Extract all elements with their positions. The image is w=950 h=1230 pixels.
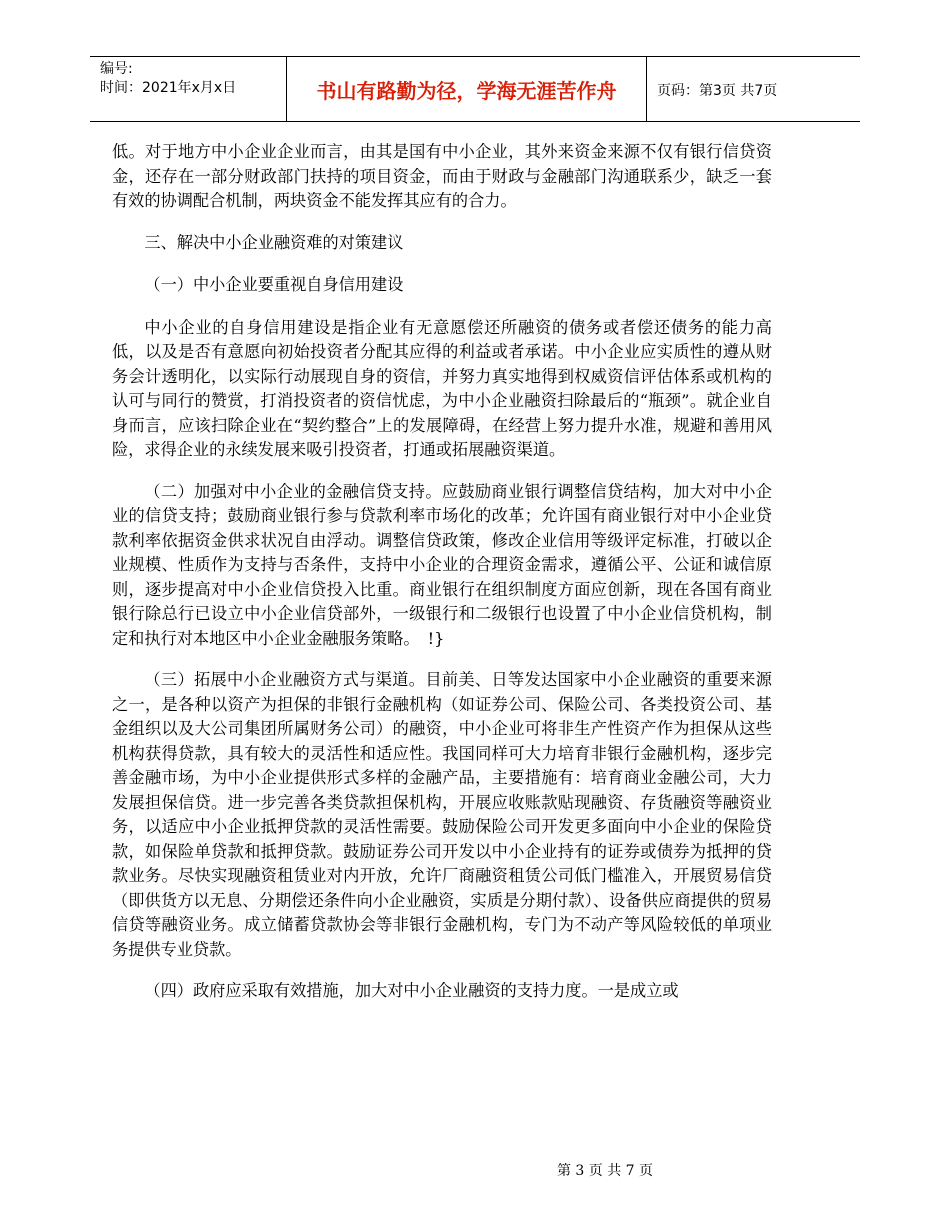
header-meta bbox=[100, 60, 236, 98]
paragraph-financing-channels: （三）拓展中小企业融资方式与渠道。目前美、日等发达国家中小企业融资的重要来源之一，是各种以资产为担保的非银行金融机构（如证券公司、保险公司、各类投资公司、基金组织以及大公司集团所属财务公司）的融资，中小企业可将非生产性资产作为担保从这些机构获得贷款，具有较大的灵活性和适应性。我国同样可大力培育非银行金融机构，逐步完善金融市场，为中小企业提供形式多样的金融产品，主要措施有：培育商业金融公司，大力发展担保信贷。进一步完善各类贷款担保机构，开展应收账款贴现融资、存货融资等融资业务，以适应中小企业抵押贷款的灵活性需要。鼓励保险公司开发更多面向中小企业的保险贷款，如保险单贷款和抵押贷款。鼓励证券公司开发以中小企业持有的证券或债券为抵押的贷款业务。尽快实现融资租赁业对内开放，允许厂商融资租赁公司低门槛准入，开展贸易信贷（即供货方以无息、分期偿还条件向小企业融资，实质是分期付款）、设备供应商提供的贸易信贷等融资业务。成立储蓄贷款协会等非银行金融机构，专门为不动产等风险较低的单项业务提供专业贷款。 bbox=[112, 670, 772, 959]
paragraph-credit: 中小企业的自身信用建设是指企业有无意愿偿还所融资的债务或者偿还债务的能力高低，以及是否有意愿向初始投资者分配其应得的利益或者承诺。中小企业应实质性的遵从财务会计透明化，以实际行动展现自身的资信，并努力真实地得到权威资信评估体系或机构的认可与同行的赞赏，打消投资者的资信忧虑，为中小企业融资扫除最后的“瓶颈”。就企业自身而言，应该扫除企业在“契约整合”上的发展障碍，在经营上努力提升水准，规避和善用风险，求得企业的永续发展来吸引投资者，打通或拓展融资渠道。 bbox=[112, 317, 772, 459]
paragraph-continuation: 低。对于地方中小企业企业而言，由其是国有中小企业，其外来资金来源不仅有银行信贷资金，还存在一部分财政部门扶持的项目资金，而由于财政与金融部门沟通联系少，缺乏一套有效的协调配合机制，两块资金不能发挥其应有的合力。 bbox=[112, 142, 772, 210]
paragraph-government-measures: （四）政府应采取有效措施，加大对中小企业融资的支持力度。一是成立或 bbox=[144, 981, 679, 1000]
paragraph-credit-support: （二）加强对中小企业的金融信贷支持。应鼓励商业银行调整信贷结构，加大对中小企业的信贷支持；鼓励商业银行参与贷款利率市场化的改革；允许国有商业银行对中小企业贷款利率依据资金供求状况自由浮动。调整信贷政策，修改企业信用等级评定标准，打破以企业规模、性质作为支持与否条件，支持中小企业的合理资金需求，遵循公平、公证和诚信原则，逐步提高对中小企业信贷投入比重。商业银行在组织制度方面应创新，现在各国有商业银行除总行已设立中小企业信贷部外，一级银行和二级银行也设置了中小企业信贷机构，制定和执行对本地区中小企业金融服务策略。 !} bbox=[112, 481, 772, 648]
subsection-heading: （一）中小企业要重视自身信用建设 bbox=[144, 275, 404, 294]
page-header bbox=[90, 56, 860, 122]
section-heading: 三、解决中小企业融资难的对策建议 bbox=[144, 232, 404, 252]
header-page-info: 页码：第3页 共7页 bbox=[657, 83, 778, 99]
header-motto: 书山有路勤为径，学海无涯苦作舟 bbox=[316, 78, 617, 103]
time-label: 时间：2021年x月x日 bbox=[100, 80, 237, 96]
document-body bbox=[112, 140, 772, 1021]
page-footer bbox=[0, 1160, 950, 1180]
footer-page-number: 第 3 页 共 7 页 bbox=[556, 1163, 654, 1179]
header-divider-right bbox=[646, 56, 647, 122]
serial-label: 编号: bbox=[100, 61, 133, 77]
